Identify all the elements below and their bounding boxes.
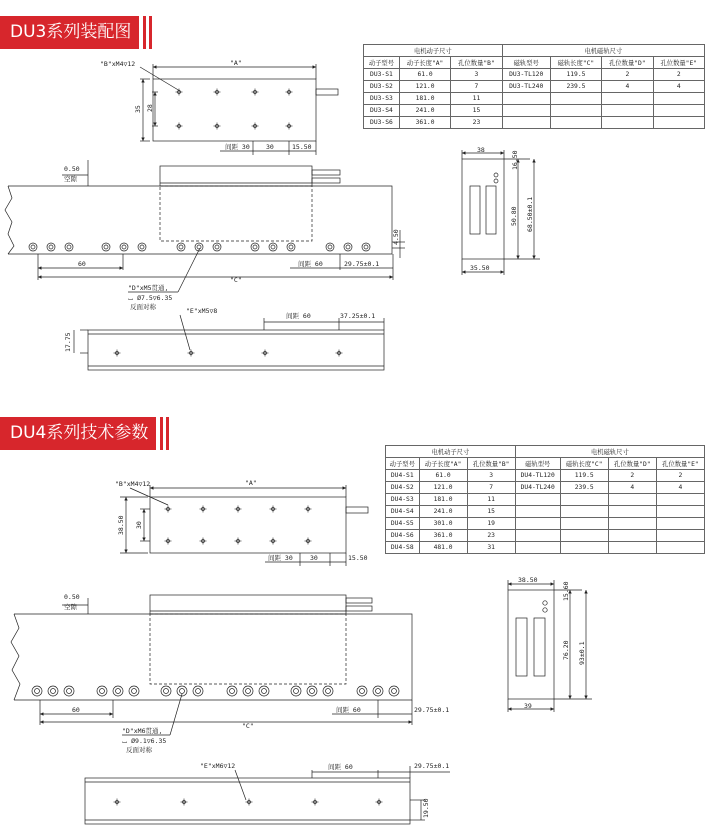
dim-label: 35.50 [470, 264, 490, 272]
table-cell [515, 542, 560, 554]
pitch-label: 间距 60 [336, 706, 361, 714]
dim-label: 15.60 [562, 581, 570, 601]
table-cell [602, 93, 653, 105]
table-cell [656, 530, 704, 542]
table-cell: 241.0 [399, 105, 450, 117]
table-header: 孔位数量"B" [467, 458, 515, 470]
table-cell [515, 494, 560, 506]
table-cell: 481.0 [419, 542, 467, 554]
du4-rail-top-holes [114, 799, 383, 806]
pitch-label: 间距 30 [268, 554, 293, 562]
du3-spec-table [363, 44, 705, 129]
table-cell: 11 [451, 93, 502, 105]
table-row [386, 506, 705, 518]
table-cell [608, 530, 656, 542]
table-cell [602, 105, 653, 117]
table-row [364, 117, 705, 129]
table-cell: 239.5 [560, 482, 608, 494]
table-row [364, 105, 705, 117]
table-header: 磁轨型号 [502, 57, 550, 69]
dim-label: 4.50 [392, 229, 400, 245]
pitch-label: 间距 30 [225, 143, 250, 151]
section-title: DU3系列装配图 [0, 16, 139, 49]
dim-label: 93±0.1 [578, 641, 586, 665]
pitch-label: 间距 60 [286, 312, 311, 320]
table-cell [560, 542, 608, 554]
dim-label: 16.50 [511, 150, 519, 170]
table-cell: 15 [451, 105, 502, 117]
du3-rail-top-view [74, 315, 384, 370]
table-row [386, 470, 705, 482]
gap-label: 空隙 [64, 603, 77, 611]
du3-mover-holes [176, 89, 293, 130]
dim-label: 30 [266, 143, 274, 151]
dim-label: 17.75 [64, 332, 72, 352]
dim-label: 38 [477, 146, 485, 154]
du3-mover-top-view [140, 64, 338, 155]
table-cell: 241.0 [419, 506, 467, 518]
table-row [386, 542, 705, 554]
table-row [386, 530, 705, 542]
du3-rail-top-holes [114, 350, 343, 357]
table-cell: 61.0 [419, 470, 467, 482]
table-cell: 121.0 [419, 482, 467, 494]
table-cell: DU3-TL120 [502, 69, 550, 81]
table-cell [515, 506, 560, 518]
table-cell [653, 117, 704, 129]
table-cell: 23 [467, 530, 515, 542]
table-cell: 301.0 [419, 518, 467, 530]
table-cell: DU4-TL240 [515, 482, 560, 494]
dim-a-label: "A" [245, 479, 257, 487]
table-cell: 31 [467, 542, 515, 554]
dim-label: 30 [135, 521, 143, 529]
table-header: 孔位数量"D" [602, 57, 653, 69]
gap-label: 空隙 [64, 175, 77, 183]
table-cell: 121.0 [399, 81, 450, 93]
table-group-header: 电机磁轨尺寸 [515, 446, 704, 458]
table-cell: DU4-S3 [386, 494, 420, 506]
table-header: 动子型号 [364, 57, 400, 69]
dim-label: 15.50 [348, 554, 368, 562]
table-cell: 361.0 [399, 117, 450, 129]
dim-label: 76.20 [562, 640, 570, 660]
table-row [364, 93, 705, 105]
dim-label: 39 [524, 702, 532, 710]
table-cell: 181.0 [399, 93, 450, 105]
table-header: 孔位数量"B" [451, 57, 502, 69]
table-cell: 4 [653, 81, 704, 93]
table-cell: 23 [451, 117, 502, 129]
dim-label: 30 [310, 554, 318, 562]
d-counterbore-label: ⌴ Ø9.1▽6.35 [122, 737, 167, 745]
section-header-du4 [0, 417, 169, 450]
dim-label: 15.50 [292, 143, 312, 151]
dim-c-label: "C" [230, 276, 242, 284]
dim-label: 35 [134, 105, 142, 113]
d-counterbore-label: ⌴ Ø7.5▽6.35 [128, 294, 173, 302]
table-cell [560, 506, 608, 518]
table-cell: 4 [602, 81, 653, 93]
table-cell [656, 518, 704, 530]
table-cell: 239.5 [550, 81, 601, 93]
section-header-du3 [0, 16, 152, 49]
table-cell [560, 530, 608, 542]
du4-side-assembly [11, 595, 412, 735]
table-cell [602, 117, 653, 129]
du3-rail-holes [29, 243, 370, 251]
dim-label: 60 [78, 260, 86, 268]
du3-end-view [462, 150, 540, 275]
table-cell: 2 [608, 470, 656, 482]
table-cell: DU4-S4 [386, 506, 420, 518]
table-cell: 119.5 [560, 470, 608, 482]
table-group-header: 电机动子尺寸 [364, 45, 503, 57]
table-cell: 2 [602, 69, 653, 81]
dim-label: 38.50 [117, 515, 125, 535]
table-group-header: 电机动子尺寸 [386, 446, 516, 458]
table-header: 孔位数量"E" [656, 458, 704, 470]
table-cell: DU3-S4 [364, 105, 400, 117]
table-cell [656, 494, 704, 506]
dim-label: 19.50 [422, 798, 430, 818]
table-cell: 61.0 [399, 69, 450, 81]
table-cell: DU3-S6 [364, 117, 400, 129]
dim-c-label: "C" [242, 722, 254, 730]
table-header: 磁轨长度"C" [550, 57, 601, 69]
table-header: 孔位数量"E" [653, 57, 704, 69]
table-row [386, 494, 705, 506]
table-cell: DU4-S1 [386, 470, 420, 482]
d-reverse-label: 反面对称 [130, 303, 156, 311]
table-cell: 7 [451, 81, 502, 93]
table-cell [608, 542, 656, 554]
table-cell: DU3-TL240 [502, 81, 550, 93]
table-cell: DU4-TL120 [515, 470, 560, 482]
d-holes-label: "D"xM6贯通, [122, 727, 163, 735]
dim-label: 29.75±0.1 [344, 260, 380, 268]
table-cell: 119.5 [550, 69, 601, 81]
table-cell: 2 [653, 69, 704, 81]
du4-end-view [508, 580, 592, 712]
table-cell [653, 93, 704, 105]
gap-value: 0.50 [64, 165, 80, 173]
table-cell [502, 117, 550, 129]
table-cell: 4 [608, 482, 656, 494]
table-cell: 4 [656, 482, 704, 494]
e-holes-label: "E"xM6▽12 [200, 762, 236, 770]
table-cell: 15 [467, 506, 515, 518]
table-cell [515, 518, 560, 530]
dim-label: 38.50 [518, 576, 538, 584]
d-holes-label: "D"xM5贯通, [128, 284, 169, 292]
gap-value: 0.50 [64, 593, 80, 601]
section-title: DU4系列技术参数 [0, 417, 156, 450]
table-cell [608, 518, 656, 530]
dim-a-label: "A" [230, 59, 242, 67]
dim-label: 50.80 [510, 206, 518, 226]
table-cell [608, 506, 656, 518]
table-cell [550, 105, 601, 117]
du4-rail-top-view [85, 766, 450, 824]
table-cell: DU3-S3 [364, 93, 400, 105]
table-row [386, 482, 705, 494]
pitch-label: 间距 60 [328, 763, 353, 771]
table-cell [653, 105, 704, 117]
table-cell: DU3-S1 [364, 69, 400, 81]
table-header: 磁轨长度"C" [560, 458, 608, 470]
table-cell: 361.0 [419, 530, 467, 542]
table-cell: DU4-S6 [386, 530, 420, 542]
header-accent-bar [160, 417, 163, 450]
dim-label: 37.25±0.1 [340, 312, 376, 320]
table-row [364, 81, 705, 93]
table-cell [550, 93, 601, 105]
table-cell [656, 542, 704, 554]
du4-mover-holes [165, 506, 312, 545]
table-cell: 2 [656, 470, 704, 482]
table-header: 动子长度"A" [399, 57, 450, 69]
dim-label: 60 [72, 706, 80, 714]
table-cell [550, 117, 601, 129]
d-reverse-label: 反面对称 [126, 746, 152, 754]
table-cell: 11 [467, 494, 515, 506]
table-cell [560, 494, 608, 506]
table-header: 磁轨型号 [515, 458, 560, 470]
table-cell [515, 530, 560, 542]
table-header: 动子长度"A" [419, 458, 467, 470]
table-row [386, 518, 705, 530]
table-cell: 7 [467, 482, 515, 494]
du4-spec-table [385, 445, 705, 554]
table-cell [608, 494, 656, 506]
table-cell [560, 518, 608, 530]
header-accent-bar [143, 16, 146, 49]
b-holes-label: "B"xM4▽12 [115, 480, 151, 488]
table-cell: 3 [467, 470, 515, 482]
table-cell: DU4-S5 [386, 518, 420, 530]
pitch-label: 间距 60 [298, 260, 323, 268]
table-cell [502, 105, 550, 117]
table-cell: DU4-S2 [386, 482, 420, 494]
header-accent-bar [149, 16, 152, 49]
table-header: 孔位数量"D" [608, 458, 656, 470]
table-cell: DU4-S8 [386, 542, 420, 554]
dim-label: 29.75±0.1 [414, 762, 450, 770]
table-row [364, 69, 705, 81]
table-header: 动子型号 [386, 458, 420, 470]
header-accent-bar [166, 417, 169, 450]
table-cell: 3 [451, 69, 502, 81]
table-group-header: 电机磁轨尺寸 [502, 45, 704, 57]
e-holes-label: "E"xM5▽8 [186, 307, 218, 315]
table-cell: 19 [467, 518, 515, 530]
table-cell: 181.0 [419, 494, 467, 506]
du4-rail-holes [32, 686, 399, 696]
du4-mover-top-view [120, 485, 368, 566]
table-cell: DU3-S2 [364, 81, 400, 93]
dim-label: 68.50±0.1 [526, 196, 534, 232]
table-cell [656, 506, 704, 518]
dim-label: 29.75±0.1 [414, 706, 450, 714]
dim-label: 28 [146, 104, 154, 112]
b-holes-label: "B"xM4▽12 [100, 60, 136, 68]
du3-side-assembly [5, 160, 405, 292]
table-cell [502, 93, 550, 105]
